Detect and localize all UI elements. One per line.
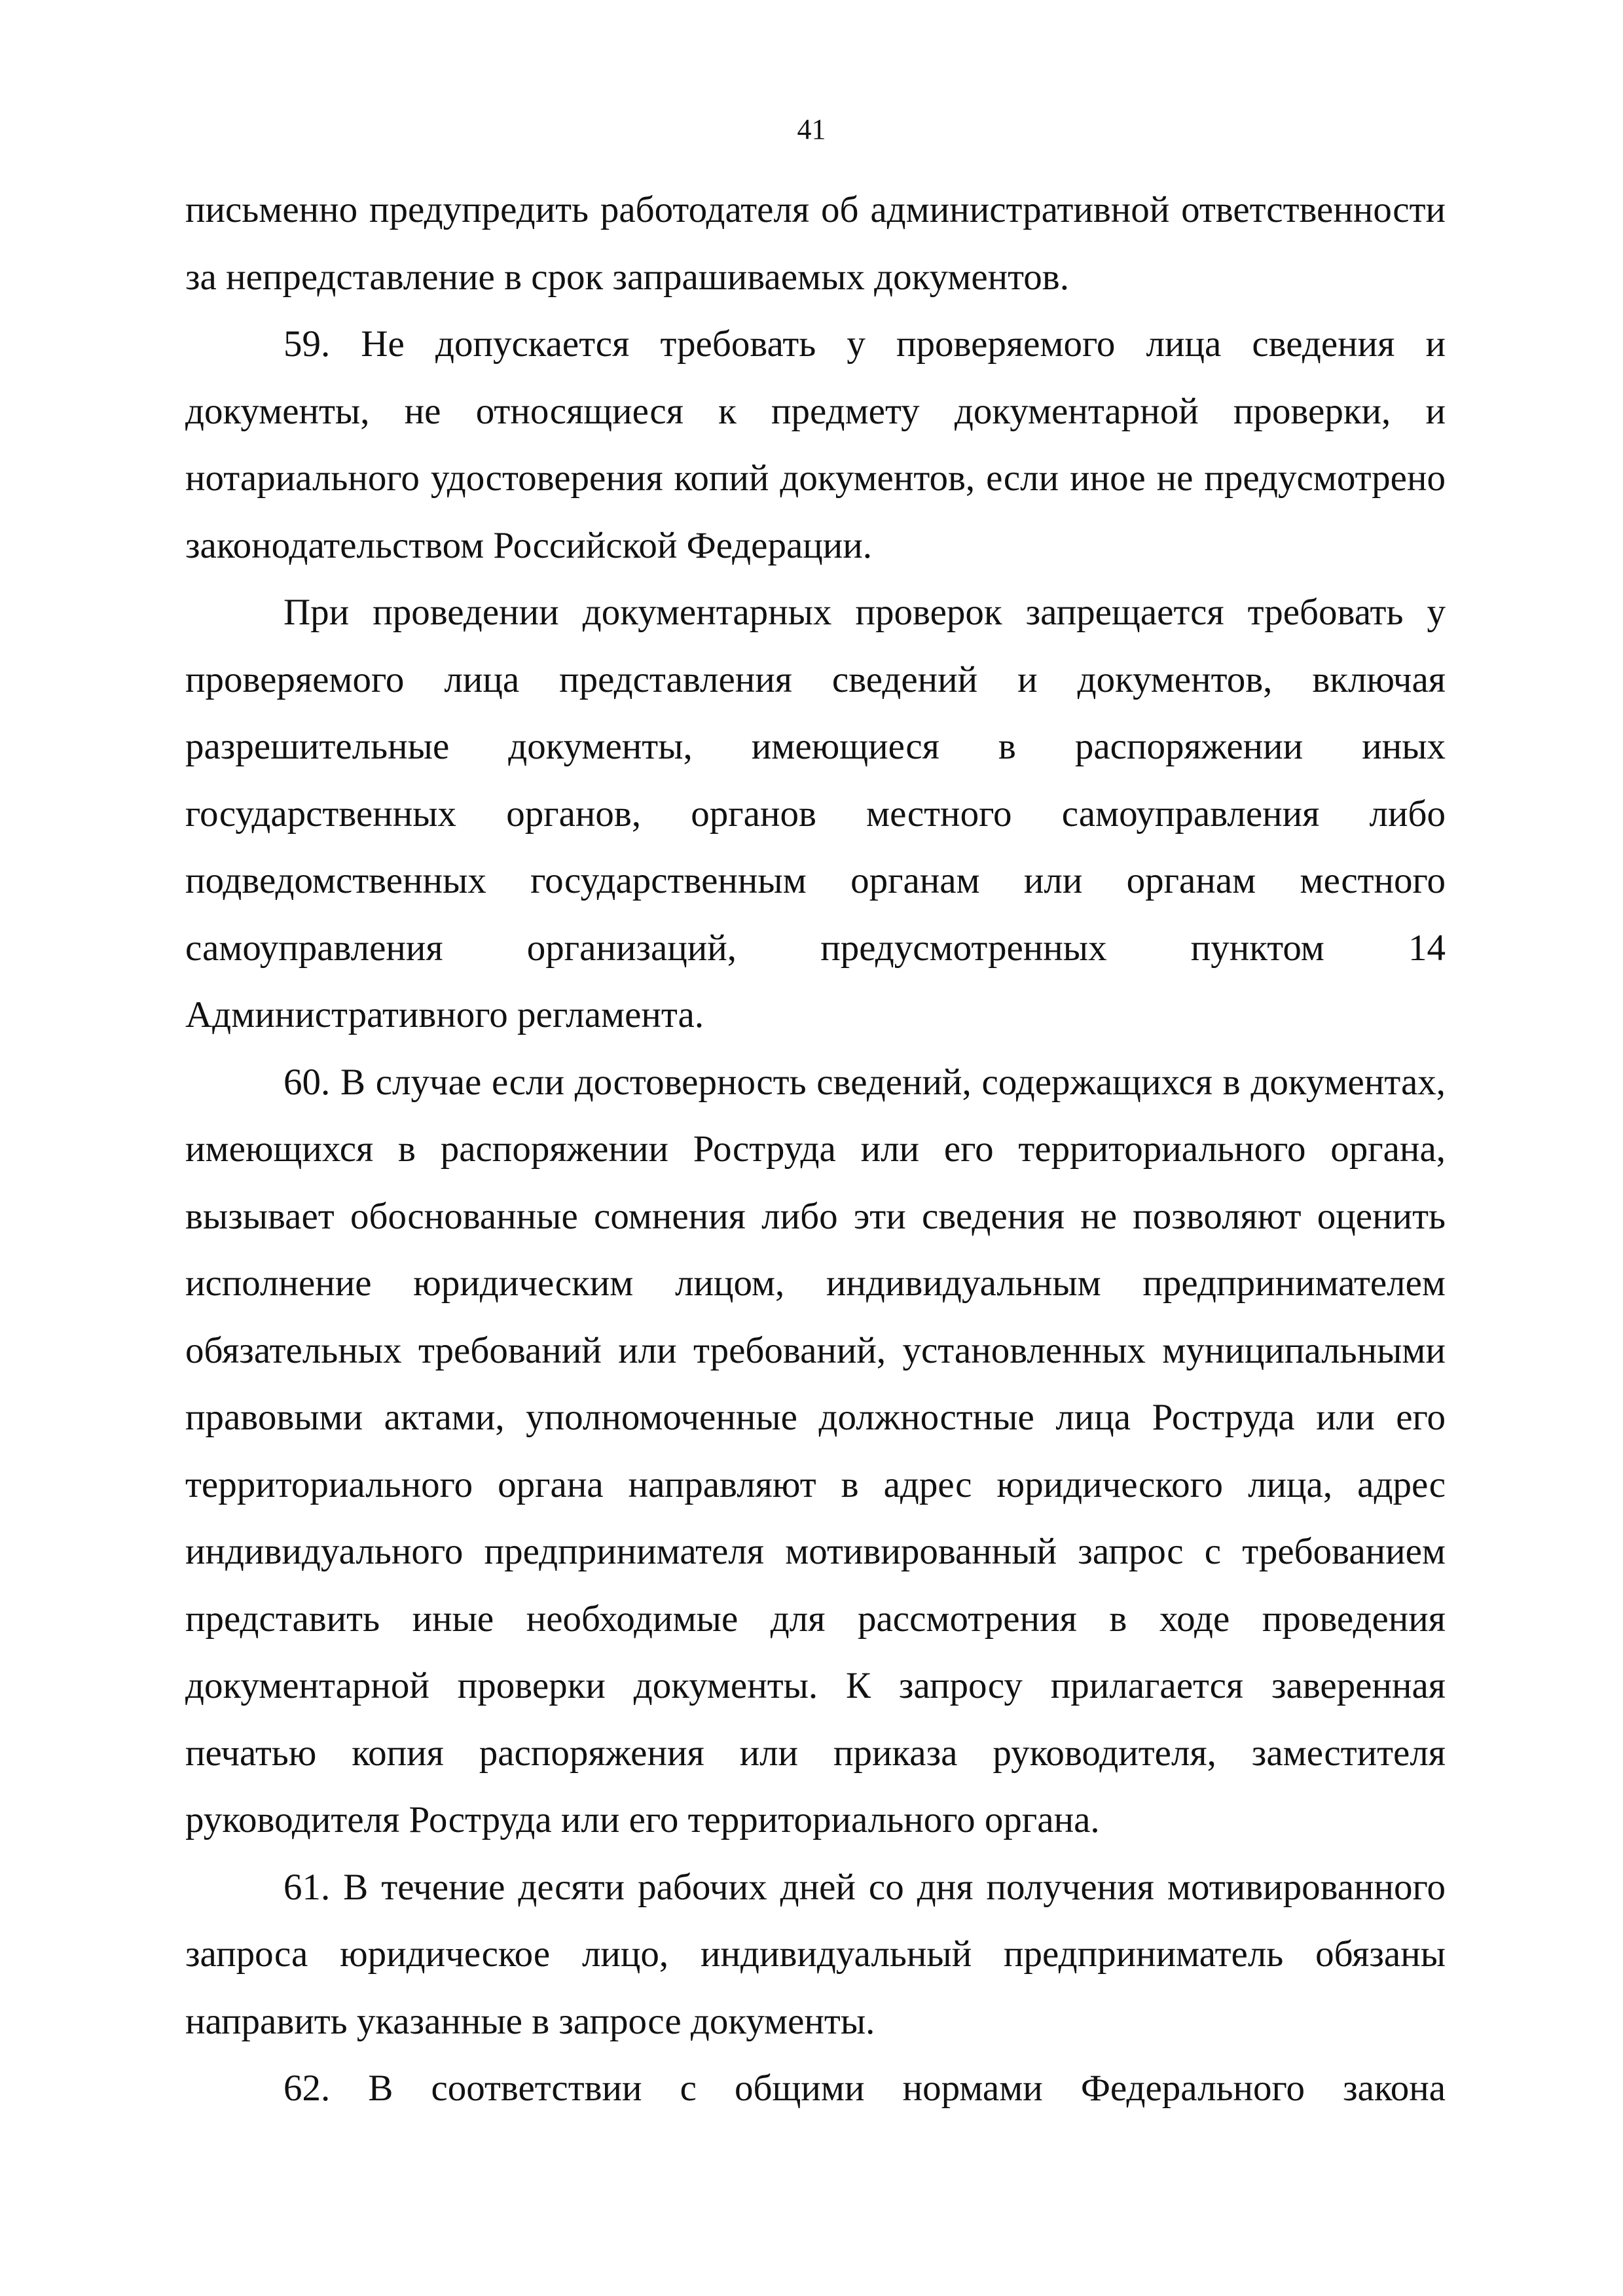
paragraph-60: 60. В случае если достоверность сведений, содержащихся в документах, имеющихся в распоряжении Роструда или его территориального органа, вызывает обоснованные сомнения либо эти сведения не позволяют оценить исполнение юридическим лицом, индивидуальным предпринимателем обязательных требований или требований, установленных муниципальными правовыми актами, уполномоченные должностные лица Роструда или его территориального органа направляют в адрес юридического лица, адрес индивидуального предпринимателя мотивированный запрос с требованием представить иные необходимые для рассмотрения в ходе проведения документарной проверки документы. К запросу прилагается заверенная печатью копия распоряжения или приказа руководителя, заместителя руководителя Роструда или его территориального органа. (185, 1061, 1446, 1840)
paragraph-continuation: письменно предупредить работодателя об административной ответственности за непредставление в срок запрашиваемых документов. (185, 189, 1446, 298)
paragraph-61: 61. В течение десяти рабочих дней со дня получения мотивированного запроса юридическое лицо, индивидуальный предприниматель обязаны направить указанные в запросе документы. (185, 1866, 1446, 2042)
paragraph-59-second: При проведении документарных проверок запрещается требовать у проверяемого лица представления сведений и документов, включая разрешительные документы, имеющиеся в распоряжении иных государственных органов, органов местного самоуправления либо подведомственных государственным органам или органам местного самоуправления организаций, предусмотренных пунктом 14 Административного регламента. (185, 592, 1446, 1035)
document-body (185, 177, 1446, 2123)
paragraph-59: 59. Не допускается требовать у проверяемого лица сведения и документы, не относящиеся к предмету документарной проверки, и нотариального удостоверения копий документов, если иное не предусмотрено законодательством Российской Федерации. (185, 323, 1446, 566)
paragraph-62: 62. В соответствии с общими нормами Федерального закона (283, 2068, 1446, 2109)
page-number: 41 (797, 113, 826, 145)
